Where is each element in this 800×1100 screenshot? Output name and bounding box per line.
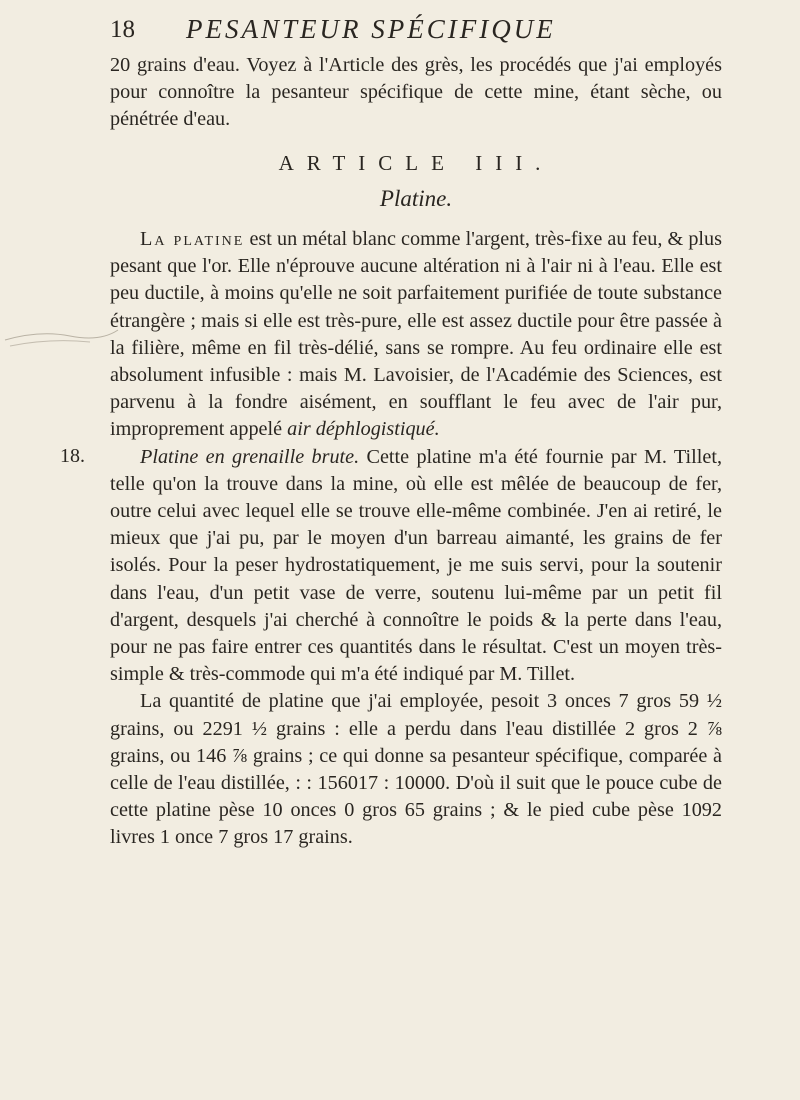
page-number: 18 (110, 16, 135, 43)
paragraph-pesanteur: La quantité de platine que j'ai employée, pesoit 3 onces 7 gros 59 ½ grains, ou 2291 ½ grains : elle a perdu dans l'eau distillée 2 gros 2 ⅞ grains, ou 146 ⅞ grains ; ce qui donne sa pesanteur spécifique, comparée à celle de l'eau distillée, : : 156017 : 10000. D'où il suit que le pouce cube de cette platine pèse 10 onces 0 gros 65 grains ; & le pied cube pèse 1092 livres 1 once 7 gros 17 grains. (110, 690, 722, 849)
paragraph-italic-end: air déphlogistiqué. (287, 418, 440, 441)
paragraph-platine-description (110, 226, 722, 444)
margin-note: 18. (60, 445, 85, 467)
paragraph-text: est un métal blanc comme l'argent, très-fixe au feu, & plus pesant que l'or. Elle n'éprouve aucune altération ni à l'air ni à l'eau. Elle est peu ductile, à moins qu'elle ne soit parfaitement purifiée de toute substance étrangère ; mais si elle est très-pure, elle est assez ductile pour être passée à la filière, même en fil très-délié, sans se rompre. Au feu ordinaire elle est absolument infusible : mais M. Lavoisier, de l'Académie des Sciences, est parvenu à la fondre aisément, en soufflant le feu avec de l'air pur, improprement appelé (110, 228, 722, 441)
paragraph-lead: Platine en grenaille brute. (140, 445, 360, 468)
paragraph-text: Cette platine m'a été fournie par M. Tillet, telle qu'on la trouve dans la mine, où elle est mêlée de beaucoup de fer, outre celui avec lequel elle se trouve elle-même combinée. J'en ai retiré, le mieux que j'ai pu, par le moyen d'un barreau aimanté, les grains de fer isolés. Pour la peser hydrostatiquement, je me suis servi, pour la soutenir dans l'eau, d'un petit vase de verre, soutenu lui-même par un petit fil d'argent, desquels j'ai cherché à connoître le poids & la perte dans l'eau, pour ne pas faire entrer ces quantités dans le résultat. C'est un moyen très-simple & très-commode qui m'a été indiqué par M. Tillet. (110, 445, 722, 686)
running-title: PESANTEUR SPÉCIFIQUE (186, 14, 556, 44)
article-heading: ARTICLE III. (278, 150, 554, 175)
paragraph-lead: La platine (140, 228, 245, 251)
section-title: Platine. (379, 185, 453, 211)
paragraph-grenaille (110, 444, 722, 689)
margin-scratch-mark (0, 300, 120, 360)
running-head (110, 10, 720, 50)
intro-paragraph: 20 grains d'eau. Voyez à l'Article des grès, les procédés que j'ai employés pour connoître la pesanteur spécifique de cette mine, étant sèche, ou pénétrée d'eau. (110, 54, 722, 131)
text-block (110, 52, 722, 852)
